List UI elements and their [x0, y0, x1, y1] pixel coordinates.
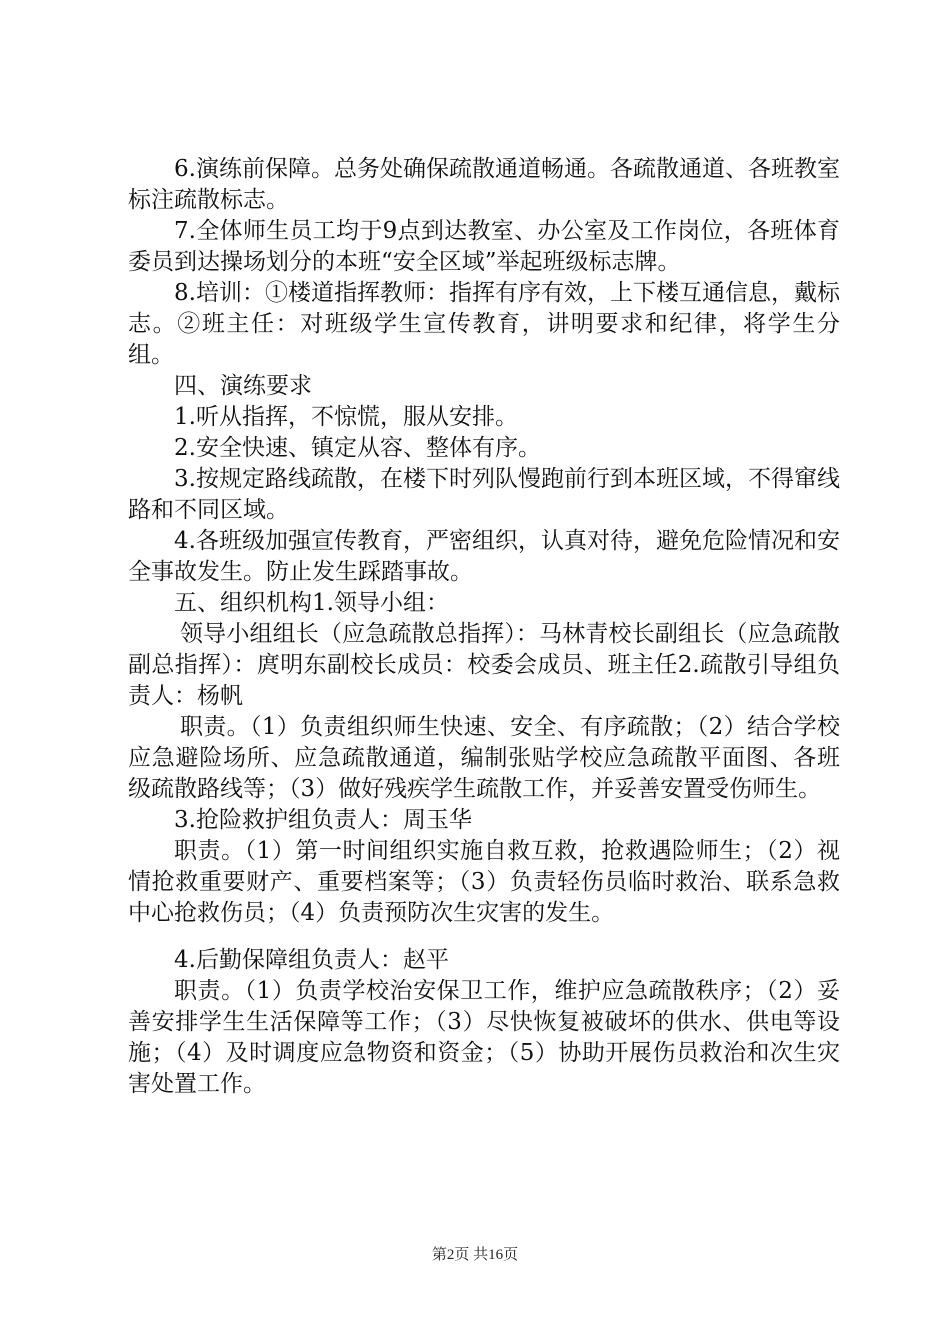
- requirement-item-1: 1.听从指挥，不惊慌，服从安排。: [174, 404, 518, 430]
- requirement-item-3: 3.按规定路线疏散，在楼下时列队慢跑前行到本班区域，不得窜线路和不同区域。: [128, 466, 840, 523]
- paragraph-logistics-duties: 职责。（1）负责学校治安保卫工作，维护应急疏散秩序；（2）妥善安排学生生活保障等工作；（3）尽快恢复被破坏的供水、供电等设施；（4）及时调度应急物资和资金；（5）协助开展伤员救治和次生灾害处置工作。: [128, 978, 840, 1097]
- requirement-item-2: 2.安全快速、镇定从容、整体有序。: [174, 435, 541, 461]
- paragraph-leadership-group: 领导小组组长（应急疏散总指挥）：马林青校长副组长（应急疏散副总指挥）：庹明东副校长成员：校委会成员、班主任2.疏散引导组负责人：杨帆: [128, 621, 840, 709]
- paragraph-evacuation-duties: 职责。（1）负责组织师生快速、安全、有序疏散；（2）结合学校应急避险场所、应急疏散通道，编制张贴学校应急疏散平面图、各班级疏散路线等；（3）做好残疾学生疏散工作，并妥善安置受伤师生。: [128, 714, 840, 802]
- section-heading-drill-requirements: 四、演练要求: [174, 373, 312, 399]
- paragraph-logistics-group: 4.后勤保障组负责人：赵平: [174, 947, 449, 973]
- document-body: [128, 154, 840, 1100]
- paragraph-rescue-group: 3.抢险救护组负责人：周玉华: [174, 807, 472, 833]
- paragraph-drill-preparation: 6.演练前保障。总务处确保疏散通道畅通。各疏散通道、各班教室标注疏散标志。: [128, 156, 840, 213]
- paragraph-training: 8.培训：①楼道指挥教师：指挥有序有效，上下楼互通信息，戴标志。②班主任：对班级学生宣传教育，讲明要求和纪律，将学生分组。: [128, 280, 840, 368]
- section-heading-organization: 五、组织机构1.领导小组：: [174, 590, 449, 616]
- requirement-item-4: 4.各班级加强宣传教育，严密组织，认真对待，避免危险情况和安全事故发生。防止发生踩踏事故。: [128, 528, 840, 585]
- paragraph-rescue-duties: 职责。（1）第一时间组织实施自救互救，抢救遇险师生；（2）视情抢救重要财产、重要档案等；（3）负责轻伤员临时救治、联系急救中心抢救伤员；（4）负责预防次生灾害的发生。: [128, 838, 840, 926]
- paragraph-arrival-time: 7.全体师生员工均于9点到达教室、办公室及工作岗位，各班体育委员到达操场划分的本班“安全区域”举起班级标志牌。: [128, 218, 840, 275]
- page-footer: 第2页 共16页: [431, 1247, 519, 1263]
